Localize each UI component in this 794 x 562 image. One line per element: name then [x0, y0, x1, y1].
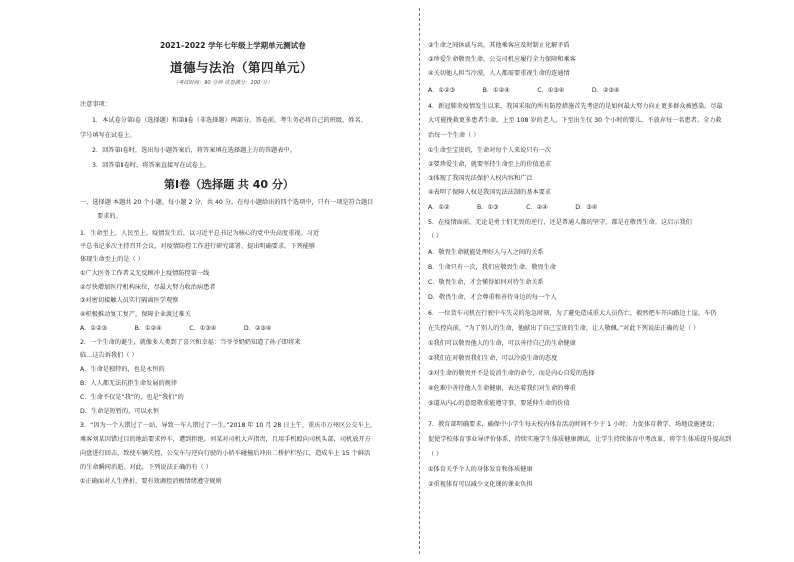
- option-line: D．生命是短暂的，可以永恒: [80, 408, 160, 415]
- question-line: 2．一个生命的诞生，就像多人类到了喜兴和幸福：当爷爷奶奶知道了孙子即将来: [80, 339, 301, 346]
- option-line: ③珍爱生命敬畏生命，公交司机应履行全力保障和乘客: [428, 56, 576, 63]
- question-line: （ ）: [428, 451, 443, 458]
- option-line: ④危难中善待他人生命健康，表达着我们对生命的尊重: [428, 385, 576, 392]
- option-line: C．生命不仅是“我”的，也是“我们”的: [80, 394, 184, 401]
- question-line: 在失控向前，“为了别人的生命，他献出了自己宝贵的生命，让人敬佩。”对此下列说法正确的是（ ）: [428, 325, 700, 332]
- question-line: 6．一位货车司机在行驶中车失灵的危急时刻，为了避免造成重大人员伤亡，毅然把车开向路边土崖，车仍: [428, 310, 717, 317]
- answer-choices: A．①②③ B．①②④ C．①③④ D．②③④: [80, 325, 272, 332]
- question-line: 治每一个生命（ ）: [428, 132, 480, 139]
- option-line: ⑤道从内心的意愿敬重能遵守事，要延伸生命的价值: [428, 400, 570, 407]
- exam-title-subject: 道德与法治（第四单元）: [170, 60, 314, 75]
- section-title: 第Ⅰ卷（选择题 共 40 分）: [164, 178, 294, 191]
- question-line: 临…这告诉我们（ ）: [80, 352, 138, 359]
- answer-choices: A．①②③ B．①②④ C．①③④ D．②③④: [428, 87, 620, 94]
- question-line: 7．教育部明确要求，确保中小学生每天校内体育活动时间不少于 1 小时；力促体育教学、场地设施建设；: [428, 421, 719, 428]
- exam-title-year: 2021–2022 学年七年级上学期单元测试卷: [160, 41, 306, 50]
- note-line: 学号填写在试卷上。: [80, 132, 136, 139]
- answer-choices: A．①② B．①③ C．②④ D．③④: [428, 204, 598, 211]
- question-line: 平总书记多次主持召开会议，对疫情防控工作进行研究部署、提出明确要求。下列能够: [80, 243, 316, 250]
- option-line: ②尽快增加医疗机构床位，尽最大努力收治病患者: [80, 284, 216, 291]
- question-line: 5．在疫情面前，无论是勇士们无畏的逆行，还是普通人都的坚守，都是在敬畏生命。这启示我们: [428, 219, 692, 226]
- option-line: B．人人都无法抗拒生命发展的规律: [80, 380, 178, 387]
- notes-heading: 注意事项：: [80, 101, 111, 108]
- question-line: 体现生命至上的是（ ）: [80, 256, 144, 263]
- section-instruction: 要求的。: [97, 213, 122, 220]
- option-line: ①正确面对人生挫折，要有效调控消极情绪遵守规则: [80, 478, 222, 485]
- note-line: 2．回答第Ⅰ卷时，选出每小题答案后，将答案填在选择题上方的答题表中。: [92, 147, 296, 154]
- question-line: 向盘进行回击，致使车辆失控，公交车与逆向行驶的小轿车碰撞后冲出二桥护栏坠江，造成车上 15 个鲜活: [80, 450, 371, 457]
- option-line: ②生命之间休戚与共，其他乘客应及时制止化解矛盾: [428, 42, 570, 49]
- option-line: ②我们在对敬畏我们生命，可以冷漠生命的态度: [428, 355, 558, 362]
- option-line: ②重视体育可以减少文化课的课业负担: [428, 481, 533, 488]
- option-line: ③体现了我国宪法保护人权内容和广泛: [428, 175, 533, 182]
- question-line: 4．新冠肺炎疫情发生以来，我国采取的所有防控措施首先考虑的是如何最大努力向止更多群众被感染。尽最: [428, 103, 723, 110]
- column-divider: [419, 8, 420, 554]
- option-line: D．敬畏生命，才会尊重和善待身边的每一个人: [428, 294, 557, 301]
- note-line: 1．本试卷分第Ⅰ卷（选择题）和第Ⅱ卷（非选择题）两部分。答卷前，考生务必将自己的班级、姓名、: [92, 117, 367, 124]
- question-line: 1．生命至上，人民至上。疫情发生后，以习近平总书记为核心的党中央高度重视。习近: [80, 230, 320, 237]
- option-line: ④积极推动复工复产，保障企业渡过难关: [80, 311, 191, 318]
- option-line: C．敬畏生命，才会懂得如何对待生命关系: [428, 279, 544, 286]
- option-line: ①体育关乎个人的身体发育和体质健康: [428, 466, 533, 473]
- option-line: ③对生命的敬畏并不是说消生命的命令，而是内心自爱的选择: [428, 370, 595, 377]
- section-instruction: 一、选择题 本题共 20 个小题，每小题 2 分，共 40 分。在每小题给出的四个选项中，只有一项是符合题目: [80, 199, 374, 206]
- question-line: 乘客刘某因错过目的地站要求停车，遭到拒绝。刘某对司机大声指责，且用手机殴向司机头部，司机放开方: [80, 436, 371, 443]
- option-line: A．敬畏生命就能处理好人与人之间的关系: [428, 249, 544, 256]
- question-line: 的生命瞬间消逝。对此，下列说法正确的有（ ）: [80, 464, 212, 471]
- option-line: A．生命是独特的，也是永恒的: [80, 366, 165, 373]
- option-line: ④关切他人担当冷漠，人人都需要重视生命的连通情: [428, 70, 570, 77]
- option-line: ①广大医务工作者义无反顾冲上疫情防控第一线: [80, 270, 210, 277]
- note-line: 3．回答第Ⅱ卷时，将答案直接写在试卷上。: [92, 162, 211, 169]
- option-line: ①我们可以敬畏他人的生命，可以善待自己的生命健康: [428, 340, 576, 347]
- question-line: 促使学校体育事业导评价体系，持续实施学生体质健康测试，让学生持续体育中考改革，将学生体质提升提高到: [428, 436, 732, 443]
- option-line: B．生命只有一次，我们应敬畏生命，敬畏生命: [428, 264, 556, 271]
- option-line: ③对密切接触人员实行隔离医学观察: [80, 297, 179, 304]
- question-line: 大可能挽救更多患者生命。上至 108 岁的老人，下至出生仅 30 个小时的婴儿，不放弃每一名患者。全力救: [428, 117, 722, 124]
- option-line: ④表明了保障人权是我国宪法法制的基本要求: [428, 189, 552, 196]
- question-line: （ ）: [428, 233, 443, 240]
- option-line: ①生命至宝贵的，生命对每个人来说只有一次: [428, 147, 552, 154]
- exam-info: （考试时间：90 分钟 试卷满分：100 分）: [173, 80, 273, 86]
- option-line: ②要珍爱生命，就要坚持生命至上的价值追求: [428, 161, 552, 168]
- question-line: 3．“因为一个人错过了一站，导致一车人错过了一生。”2018 年 10 月 28 日上午，重庆市万州区公交车上，: [80, 422, 377, 429]
